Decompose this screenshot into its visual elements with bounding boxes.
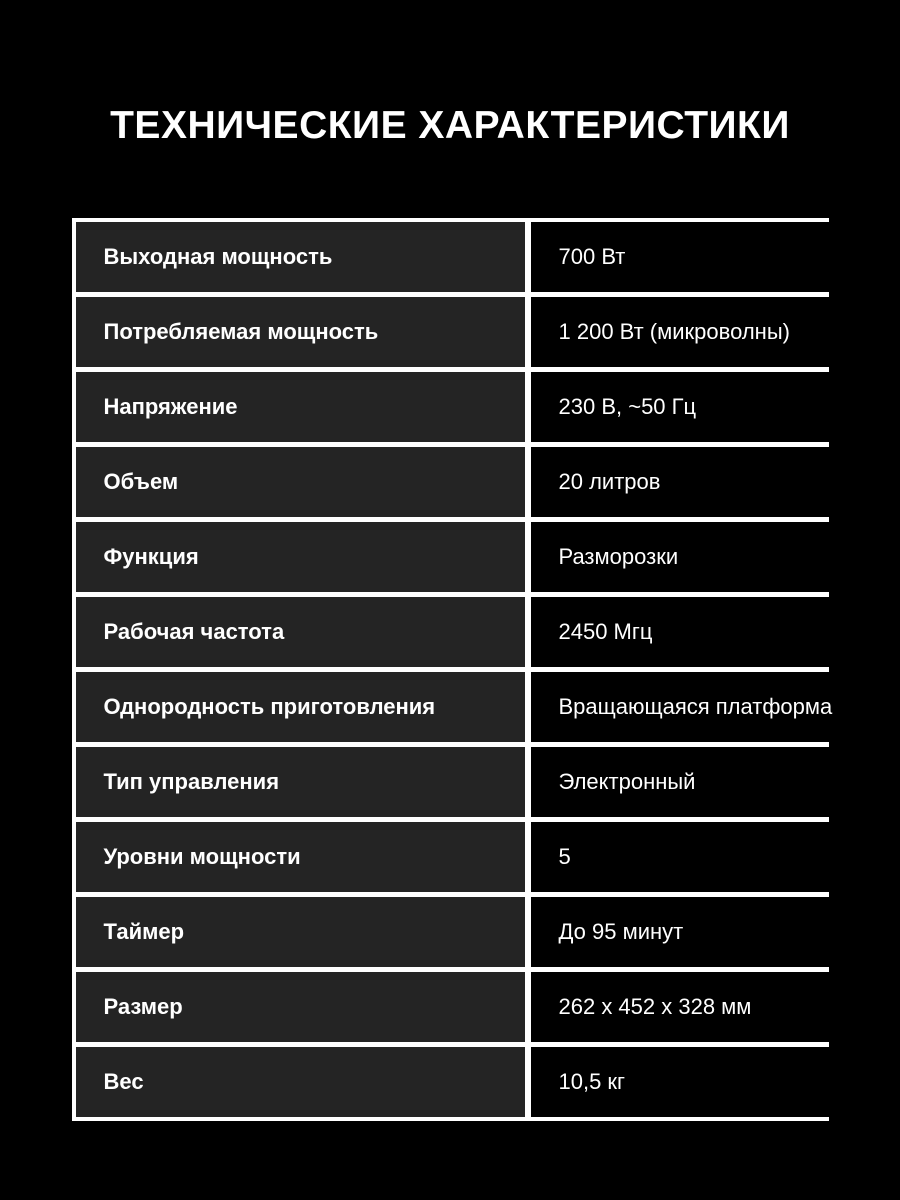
spec-label: Уровни мощности xyxy=(76,822,525,892)
page-title: ТЕХНИЧЕСКИЕ ХАРАКТЕРИСТИКИ xyxy=(110,104,790,147)
spec-value: Вращающаяся платформа xyxy=(531,672,841,742)
spec-value: 20 литров xyxy=(531,447,841,517)
spec-label: Потребляемая мощность xyxy=(76,297,525,367)
spec-label: Таймер xyxy=(76,897,525,967)
spec-label: Вес xyxy=(76,1047,525,1117)
spec-value: Электронный xyxy=(531,747,841,817)
spec-label: Однородность приготовления xyxy=(76,672,525,742)
spec-value: 700 Вт xyxy=(531,222,841,292)
spec-value: 230 В, ~50 Гц xyxy=(531,372,841,442)
spec-label: Тип управления xyxy=(76,747,525,817)
spec-value: До 95 минут xyxy=(531,897,841,967)
spec-label: Функция xyxy=(76,522,525,592)
spec-label: Напряжение xyxy=(76,372,525,442)
spec-value: 2450 Мгц xyxy=(531,597,841,667)
spec-label: Выходная мощность xyxy=(76,222,525,292)
spec-label: Рабочая частота xyxy=(76,597,525,667)
spec-value: 5 xyxy=(531,822,841,892)
spec-value: 262 х 452 х 328 мм xyxy=(531,972,841,1042)
spec-value: Разморозки xyxy=(531,522,841,592)
spec-table xyxy=(72,218,833,1121)
spec-label: Объем xyxy=(76,447,525,517)
spec-value: 10,5 кг xyxy=(531,1047,841,1117)
spec-label: Размер xyxy=(76,972,525,1042)
spec-value: 1 200 Вт (микроволны) xyxy=(531,297,841,367)
